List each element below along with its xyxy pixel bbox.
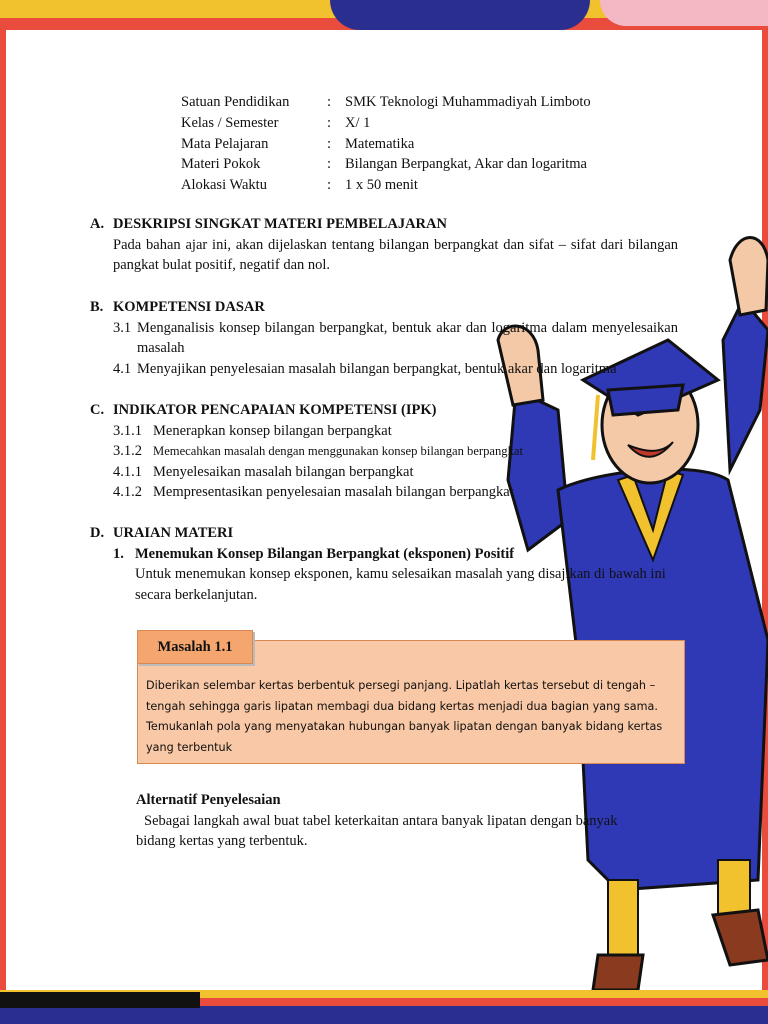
problem-label: Masalah 1.1 (137, 630, 253, 664)
info-row: Alokasi Waktu : 1 x 50 menit (181, 177, 418, 194)
info-row: Kelas / Semester : X/ 1 (181, 114, 371, 131)
section-heading: C. INDIKATOR PENCAPAIAN KOMPETENSI (IPK) (90, 402, 437, 418)
section-heading: A. DESKRIPSI SINGKAT MATERI PEMBELAJARAN (90, 216, 447, 232)
section-a-text: Pada bahan ajar ini, akan dijelaskan tentang bilangan berpangkat dan sifat – sifat dari bilangan pangkat bulat positif, negatif dan nol. (113, 236, 678, 273)
identity-block (181, 92, 591, 196)
info-row: Materi Pokok : Bilangan Berpangkat, Akar dan logaritma (181, 156, 587, 173)
subsection-heading: 1. Menemukan Konsep Bilangan Berpangkat (eksponen) Positif (113, 545, 515, 562)
alternative-solution (136, 790, 656, 852)
section-d (90, 523, 678, 605)
section-heading: B. KOMPETENSI DASAR (90, 299, 265, 315)
problem-text: Diberikan selembar kertas berbentuk persegi panjang. Lipatlah kertas tersebut di tengah – tengah sehingga garis lipatan membagi dua bidang kertas menjadi dua bagian yang sama. Temukanlah pola yang menyatakan hubungan banyak lipatan dengan banyak bidang kertas yang terbentuk (146, 679, 663, 754)
section-c (90, 400, 678, 503)
ipk-item: 4.1.1 Menyelesaikan masalah bilangan berpangkat (113, 463, 414, 480)
section-b (90, 297, 678, 379)
kd-item: 4.1 Menyajikan penyelesaian masalah bilangan berpangkat, bentuk akar dan logaritma (113, 360, 617, 377)
info-row: Mata Pelajaran : Matematika (181, 135, 415, 152)
section-heading: D. URAIAN MATERI (90, 525, 234, 541)
ipk-item: 3.1.1 Menerapkan konsep bilangan berpangkat (113, 422, 392, 439)
subsection-text: Untuk menemukan konsep eksponen, kamu selesaikan masalah yang disajikan di bawah ini secara berkelanjutan. (135, 566, 666, 603)
section-a (90, 214, 678, 276)
alternative-text: Sebagai langkah awal buat tabel keterkaitan antara banyak lipatan dengan banyak bidang kertas yang terbentuk. (136, 812, 618, 849)
ipk-item: 3.1.2 Memecahkan masalah dengan menggunakan konsep bilangan berpangkat (113, 443, 523, 459)
alternative-heading: Alternatif Penyelesaian (136, 792, 281, 808)
kd-item: 3.1 Menganalisis konsep bilangan berpangkat, bentuk akar dan logaritma dalam menyelesaikan masalah (113, 319, 678, 356)
info-row: Satuan Pendidikan : SMK Teknologi Muhammadiyah Limboto (181, 94, 591, 110)
ipk-item: 4.1.2 Mempresentasikan penyelesaian masalah bilangan berpangkat (113, 484, 514, 500)
